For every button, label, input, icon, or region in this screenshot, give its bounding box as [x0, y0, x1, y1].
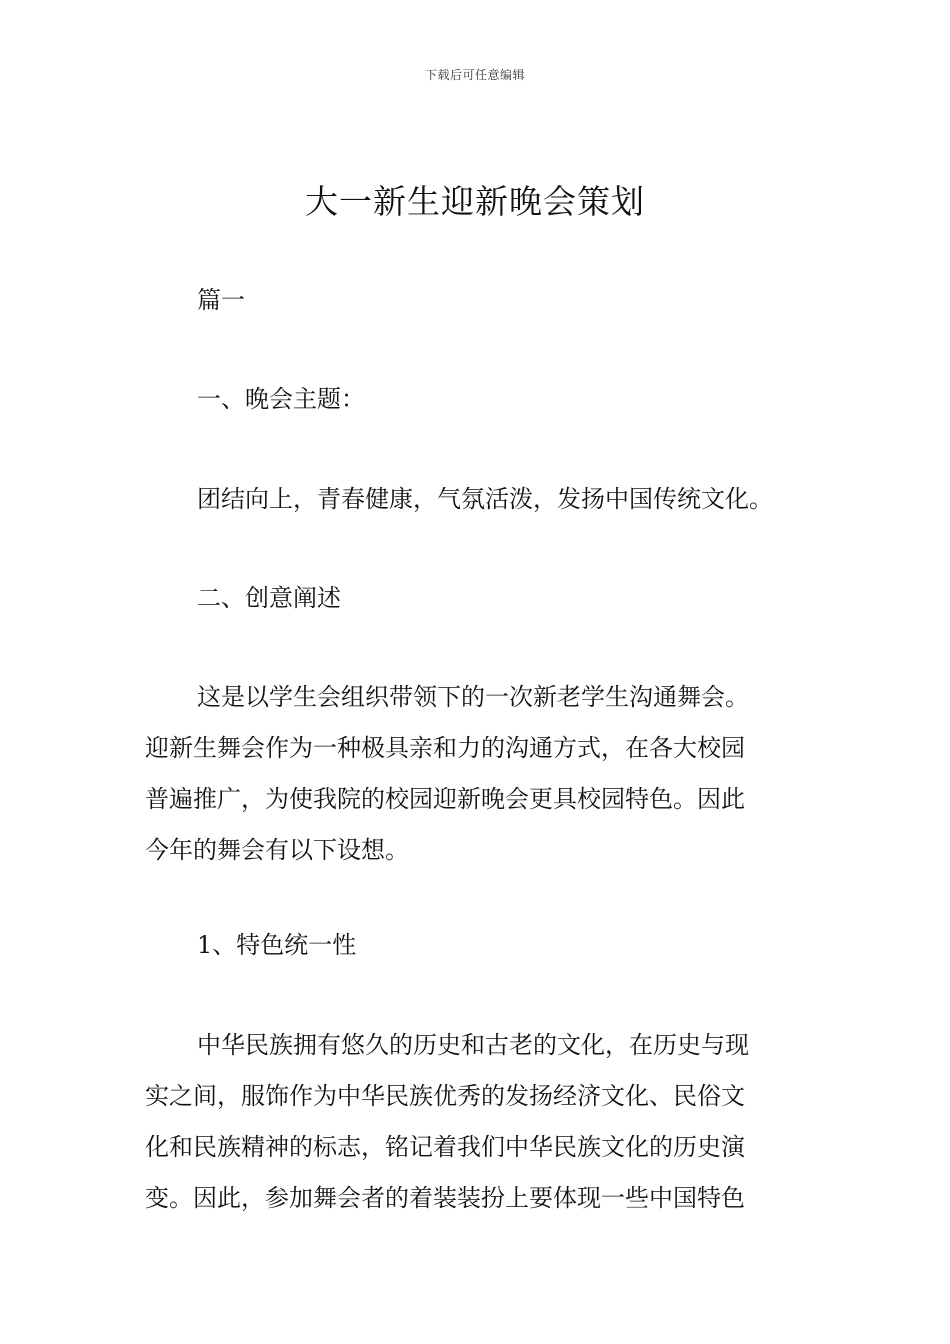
concept-paragraph [145, 682, 810, 886]
part-label: 篇一 [197, 286, 245, 314]
paragraph-line: 实之间，服饰作为中华民族优秀的发扬经济文化、民俗文 [145, 1082, 745, 1110]
header-note: 下载后可任意编辑 [424, 68, 525, 82]
paragraph-line: 迎新生舞会作为一种极具亲和力的沟通方式，在各大校园 [145, 734, 745, 762]
subheading-feature-unity: 1、特色统一性 [197, 931, 357, 959]
section-heading-theme: 一、晚会主题： [197, 385, 365, 413]
document-title: 大一新生迎新晚会策划 [305, 182, 645, 221]
paragraph-line: 普遍推广，为使我院的校园迎新晚会更具校园特色。因此 [145, 785, 745, 813]
theme-text: 团结向上，青春健康，气氛活泼，发扬中国传统文化。 [197, 485, 773, 513]
paragraph-line: 化和民族精神的标志，铭记着我们中华民族文化的历史演 [145, 1133, 745, 1161]
paragraph-line: 这是以学生会组织带领下的一次新老学生沟通舞会。 [197, 683, 749, 711]
paragraph-line: 变。因此，参加舞会者的着装装扮上要体现一些中国特色 [145, 1184, 745, 1212]
culture-paragraph [145, 1030, 810, 1234]
paragraph-line: 今年的舞会有以下设想。 [145, 836, 409, 864]
section-heading-concept: 二、创意阐述 [197, 584, 341, 612]
paragraph-line: 中华民族拥有悠久的历史和古老的文化，在历史与现 [197, 1031, 749, 1059]
